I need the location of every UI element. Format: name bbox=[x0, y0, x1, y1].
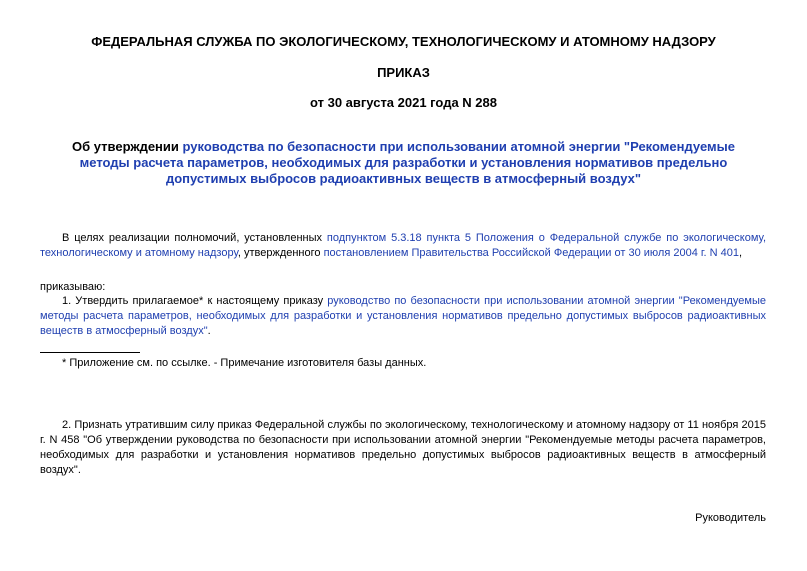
preamble-paragraph bbox=[40, 231, 766, 261]
agency-title: ФЕДЕРАЛЬНАЯ СЛУЖБА ПО ЭКОЛОГИЧЕСКОМУ, ТЕХНОЛОГИЧЕСКОМУ И АТОМНОМУ НАДЗОРУ bbox=[91, 34, 716, 49]
item1-text-2: . bbox=[207, 325, 211, 337]
document-date-number: от 30 августа 2021 года N 288 bbox=[310, 95, 497, 110]
preamble-text-2: , утвержденного bbox=[237, 247, 324, 259]
document-type: ПРИКАЗ bbox=[377, 65, 430, 80]
order-item-1 bbox=[40, 294, 766, 339]
government-decree-link[interactable]: постановлением Правительства Российской Федерации от 30 июля 2004 г. N 401 bbox=[323, 247, 740, 259]
signature-title: Руководитель bbox=[695, 512, 766, 524]
order-item-2: 2. Признать утратившим силу приказ Федеральной службы по экологическому, технологическому и атомному надзору от 11 ноября 2015 г. N 458 "Об утверждении руководства по безопасности при использовании атомной энергии "Рекомендуемые методы расчета параметров, необходимых для разработки и установления нормативов предельно допустимых выбросов радиоактивных веществ в атмосферный воздух". bbox=[40, 419, 766, 476]
heading-guide-link[interactable]: руководства по безопасности при использовании атомной энергии "Рекомендуемые методы расчета параметров, необходимых для разработки и установления нормативов предельно допустимых выбросов радиоактивных веществ в атмосферный воздух" bbox=[79, 139, 735, 186]
heading-prefix: Об утверждении bbox=[72, 139, 183, 154]
regulation-subclause-link[interactable]: подпунктом 5.3.18 пункта 5 Положения о Федеральной службе по экологическому, технологическому и атомному надзору bbox=[40, 232, 766, 259]
footnote-divider bbox=[40, 352, 140, 353]
document-heading bbox=[48, 139, 759, 187]
order-clause: приказываю: bbox=[40, 281, 106, 293]
footnote: * Приложение см. по ссылке. - Примечание изготовителя базы данных. bbox=[62, 357, 427, 369]
preamble-text-3: , bbox=[739, 247, 743, 259]
approved-guide-link[interactable]: руководство по безопасности при использовании атомной энергии "Рекомендуемые методы расчета параметров, необходимых для разработки и установления нормативов предельно допустимых выбросов радиоактивных веществ в атмосферный воздух" bbox=[40, 295, 766, 337]
preamble-text-1: В целях реализации полномочий, установленных bbox=[62, 232, 327, 244]
item1-text-1: 1. Утвердить прилагаемое* к настоящему приказу bbox=[62, 295, 328, 307]
